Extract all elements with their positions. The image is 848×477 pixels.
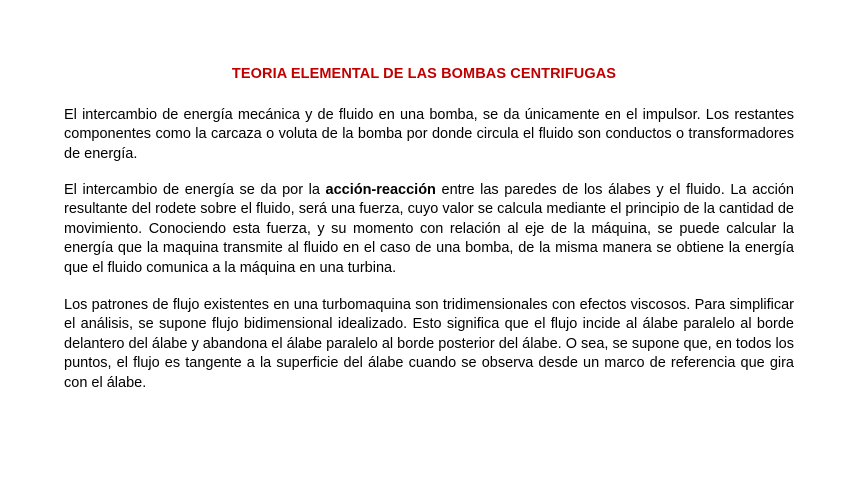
- page-title: TEORIA ELEMENTAL DE LAS BOMBAS CENTRIFUGAS: [231, 66, 617, 82]
- paragraph-text-end: entre las paredes de los álabes y el fluido. La acción resultante del rodete sobre el fluido, será una fuerza, cuyo valor se calcula mediante el principio de la cantidad de movimiento. Conociendo esta fuerza, y su momento con relación al eje de la máquina, se puede calcular la energía que la maquina transmite al fluido en el caso de una bomba, de la misma manera se obtiene la energía que el fluido comunica a la máquina en una turbina.: [64, 182, 794, 276]
- paragraph-action-reaction: [64, 181, 794, 278]
- bold-term: acción-reacción: [325, 182, 436, 198]
- paragraph-flow-patterns: Los patrones de flujo existentes en una turbomaquina son tridimensionales con efectos viscosos. Para simplificar el análisis, se supone flujo bidimensional idealizado. Esto significa que el flujo incide al álabe paralelo al borde delantero del álabe y abandona el álabe paralelo al borde posterior del álabe. O sea, se supone que, en todos los puntos, el flujo es tangente a la superficie del álabe cuando se observa desde un marco de referencia que gira con el álabe.: [64, 297, 794, 391]
- paragraph-text-start: El intercambio de energía se da por la: [64, 182, 326, 198]
- paragraph-intro: El intercambio de energía mecánica y de fluido en una bomba, se da únicamente en el impulsor. Los restantes componentes como la carcaza o voluta de la bomba por donde circula el fluido son conductos o transformadores de energía.: [64, 107, 794, 162]
